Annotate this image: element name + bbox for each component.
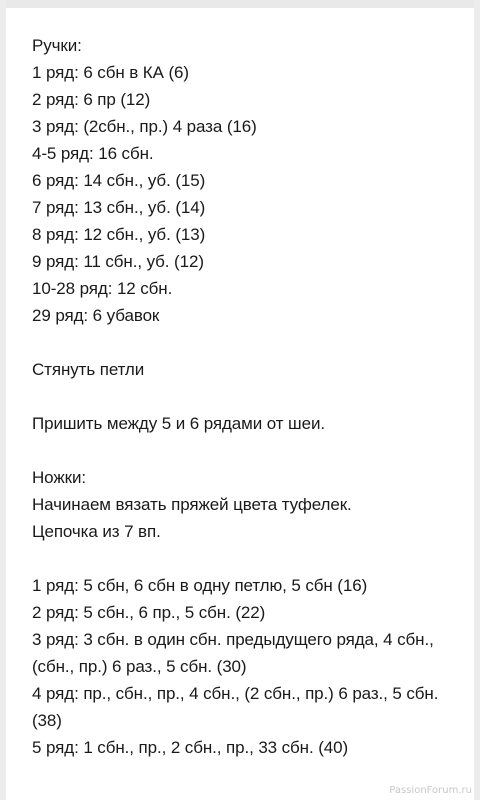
right-border (474, 0, 480, 800)
legs-intro-yarn: Начинаем вязать пряжей цвета туфелек. (32, 495, 352, 514)
site-watermark: PassionForum.ru (389, 785, 472, 796)
spacer (32, 437, 452, 464)
handles-row-6: 7 ряд: 13 сбн., уб. (14) (32, 198, 206, 217)
legs-row-2: 2 ряд: 5 сбн., 6 пр., 5 сбн. (22) (32, 603, 266, 622)
handles-row-4: 4-5 ряд: 16 сбн. (32, 144, 154, 163)
handles-heading: Ручки: (32, 36, 82, 55)
top-border (0, 0, 480, 8)
spacer (32, 383, 452, 410)
handles-row-5: 6 ряд: 14 сбн., уб. (15) (32, 171, 206, 190)
legs-row-4: 4 ряд: пр., сбн., пр., 4 сбн., (2 сбн., пр.) 6 раз., 5 сбн. (38) (32, 684, 439, 730)
spacer (32, 545, 452, 572)
spacer (32, 329, 452, 356)
tighten-instruction: Стянуть петли (32, 360, 145, 379)
handles-row-9: 10-28 ряд: 12 сбн. (32, 279, 173, 298)
legs-row-3: 3 ряд: 3 сбн. в один сбн. предыдущего ряда, 4 сбн., (сбн., пр.) 6 раз., 5 сбн. (30) (32, 630, 434, 676)
handles-row-1: 1 ряд: 6 сбн в КА (6) (32, 63, 189, 82)
handles-row-7: 8 ряд: 12 сбн., уб. (13) (32, 225, 206, 244)
legs-row-5: 5 ряд: 1 сбн., пр., 2 сбн., пр., 33 сбн. (40) (32, 738, 349, 757)
pattern-document (32, 32, 452, 761)
legs-row-1: 1 ряд: 5 сбн, 6 сбн в одну петлю, 5 сбн (16) (32, 576, 368, 595)
legs-intro-chain: Цепочка из 7 вп. (32, 522, 161, 541)
handles-row-8: 9 ряд: 11 сбн., уб. (12) (32, 252, 204, 271)
sew-instruction: Пришить между 5 и 6 рядами от шеи. (32, 414, 325, 433)
handles-row-10: 29 ряд: 6 убавок (32, 306, 160, 325)
legs-heading: Ножки: (32, 468, 86, 487)
handles-row-3: 3 ряд: (2сбн., пр.) 4 раза (16) (32, 117, 257, 136)
handles-row-2: 2 ряд: 6 пр (12) (32, 90, 151, 109)
left-border (0, 0, 6, 800)
